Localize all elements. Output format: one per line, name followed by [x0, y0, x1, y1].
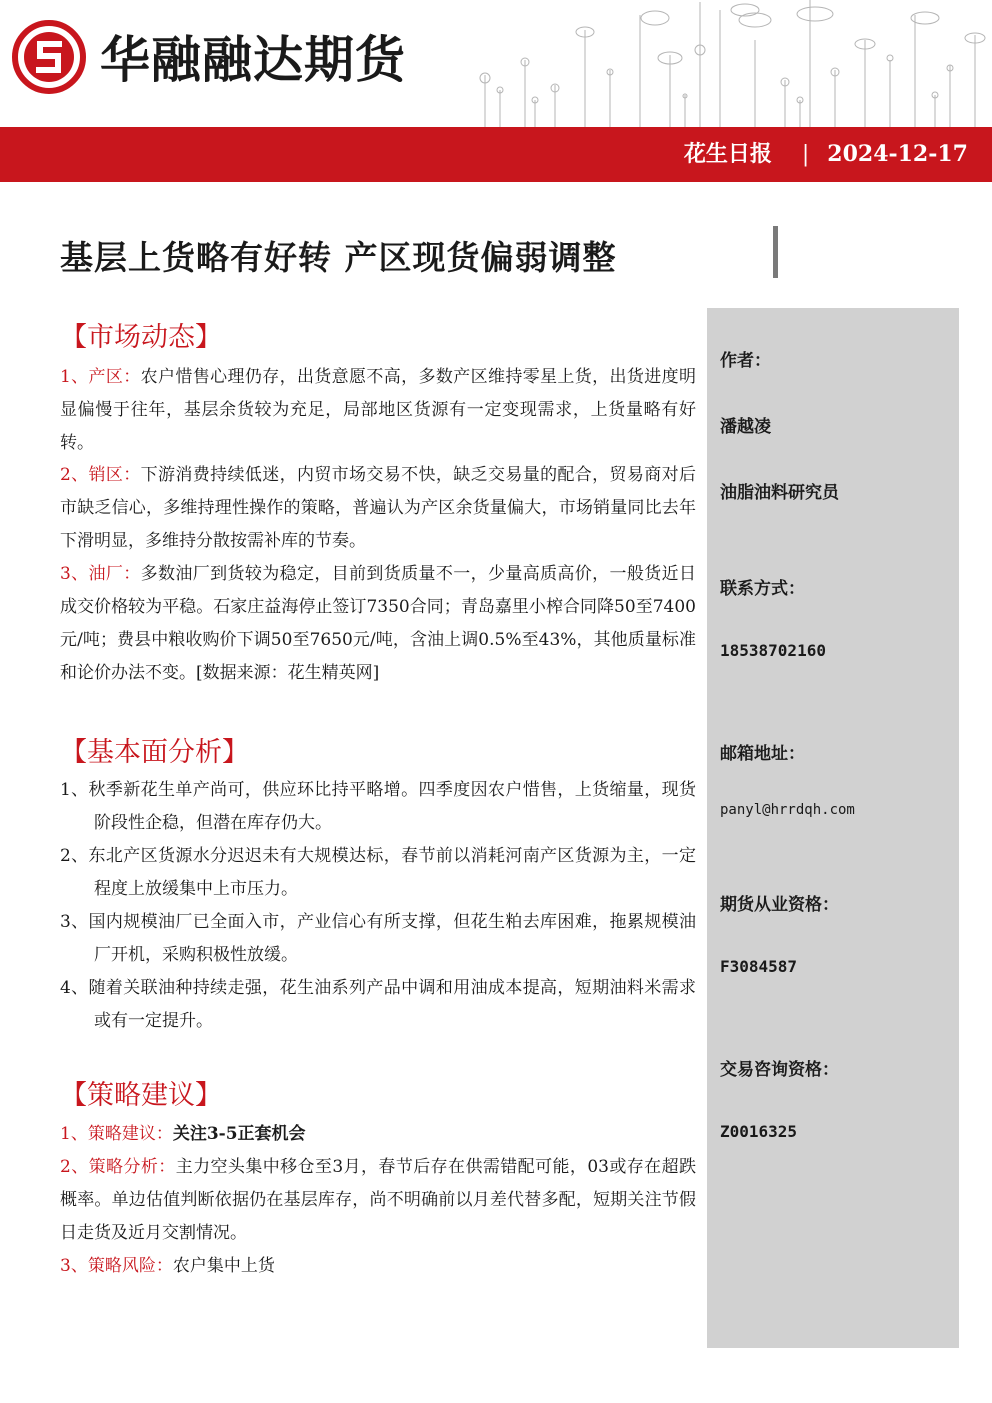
- strategy-heading: 【策略建议】: [60, 1080, 222, 1111]
- email-link[interactable]: panyl@hrrdqh.com: [720, 802, 855, 818]
- fundamentals-list: [60, 774, 696, 1038]
- report-title: 基层上货略有好转 产区现货偏弱调整: [60, 238, 617, 277]
- list-item: 3、国内规模油厂已全面入市，产业信心有所支撑，但花生粕去库困难，拖累规模油厂开机，采购积极性放缓。: [60, 912, 696, 965]
- market-item-text: 下游消费持续低迷，内贸市场交易不快，缺乏交易量的配合，贸易商对后市缺乏信心，多维持理性操作的策略，普遍认为产区余货量偏大，市场销量同比去年下滑明显，多维持分散按需补库的节奏。: [60, 465, 696, 551]
- advisory-cert-label: 交易咨询资格：: [720, 1060, 839, 1080]
- market-item-label: 1、产区：: [60, 367, 141, 387]
- list-item: 4、随着关联油种持续走强，花生油系列产品中调和用油成本提高，短期油料米需求或有一定提升。: [60, 978, 696, 1031]
- strategy-item-text: 主力空头集中移仓至3月，春节后存在供需错配可能，03或存在超跌概率。单边估值判断依据仍在基层库存，尚不明确前以月差代替多配，短期关注节假日走货及近月交割情况。: [60, 1157, 696, 1243]
- market-item-text: 多数油厂到货较为稳定，目前到货质量不一，少量高质高价，一般货近日成交价格较为平稳。石家庄益海停止签订7350合同；青岛嘉里小榨合同降50至7400元/吨；费县中粮收购价下调50至7650元/吨，含油上调0.5%至43%，其他质量标准和论价办法不变。[数据来源：花生精英网]: [60, 564, 696, 683]
- company-logo-icon: [12, 20, 86, 94]
- strategy-item-2: [60, 1151, 696, 1250]
- banner-separator: |: [801, 142, 810, 167]
- strategy-item-label: 1、策略建议：: [60, 1124, 173, 1144]
- strategy-item-label: 2、策略分析：: [60, 1157, 176, 1177]
- strategy-item-3: [60, 1250, 696, 1283]
- brand-name: 华融融达期货: [100, 31, 406, 89]
- market-item-2: [60, 459, 696, 558]
- fundamentals-heading: 【基本面分析】: [60, 737, 249, 768]
- author-title: 油脂油料研究员: [720, 483, 839, 503]
- strategy-item-1: [60, 1118, 696, 1151]
- market-item-1: [60, 361, 696, 460]
- title-accent-bar: [773, 226, 778, 278]
- futures-cert-value: F3084587: [720, 957, 798, 976]
- list-item: 2、东北产区货源水分迟迟未有大规模达标，春节前以消耗河南产区货源为主，一定程度上放缓集中上市压力。: [60, 846, 696, 899]
- author-name: 潘越凌: [720, 417, 771, 437]
- strategy-item-text: 关注3-5正套机会: [172, 1124, 306, 1144]
- report-date: 2024-12-17: [827, 141, 968, 167]
- market-item-label: 3、油厂：: [60, 564, 141, 584]
- strategy-item-label: 3、策略风险：: [60, 1256, 173, 1276]
- market-item-text: 农户惜售心理仍存，出货意愿不高，多数产区维持零星上货，出货进度明显偏慢于往年，基层余货较为充足，局部地区货源有一定变现需求，上货量略有好转。: [60, 367, 696, 453]
- email-label: 邮箱地址：: [720, 744, 805, 764]
- author-label: 作者：: [720, 351, 771, 371]
- advisory-cert-value: Z0016325: [720, 1122, 798, 1141]
- futures-cert-label: 期货从业资格：: [720, 895, 839, 915]
- report-banner: [0, 127, 992, 182]
- contact-label: 联系方式：: [720, 579, 805, 599]
- report-type: 花生日报: [683, 141, 772, 167]
- market-item-label: 2、销区：: [60, 465, 141, 485]
- market-item-3: [60, 558, 696, 690]
- author-sidebar: [707, 308, 959, 1348]
- strategy-item-text: 农户集中上货: [172, 1256, 275, 1276]
- header-decoration: [455, 0, 992, 128]
- contact-value: 18538702160: [720, 641, 826, 660]
- list-item: 1、秋季新花生单产尚可，供应环比持平略增。四季度因农户惜售，上货缩量，现货阶段性企稳，但潜在库存仍大。: [60, 780, 696, 833]
- market-heading: 【市场动态】: [60, 322, 222, 353]
